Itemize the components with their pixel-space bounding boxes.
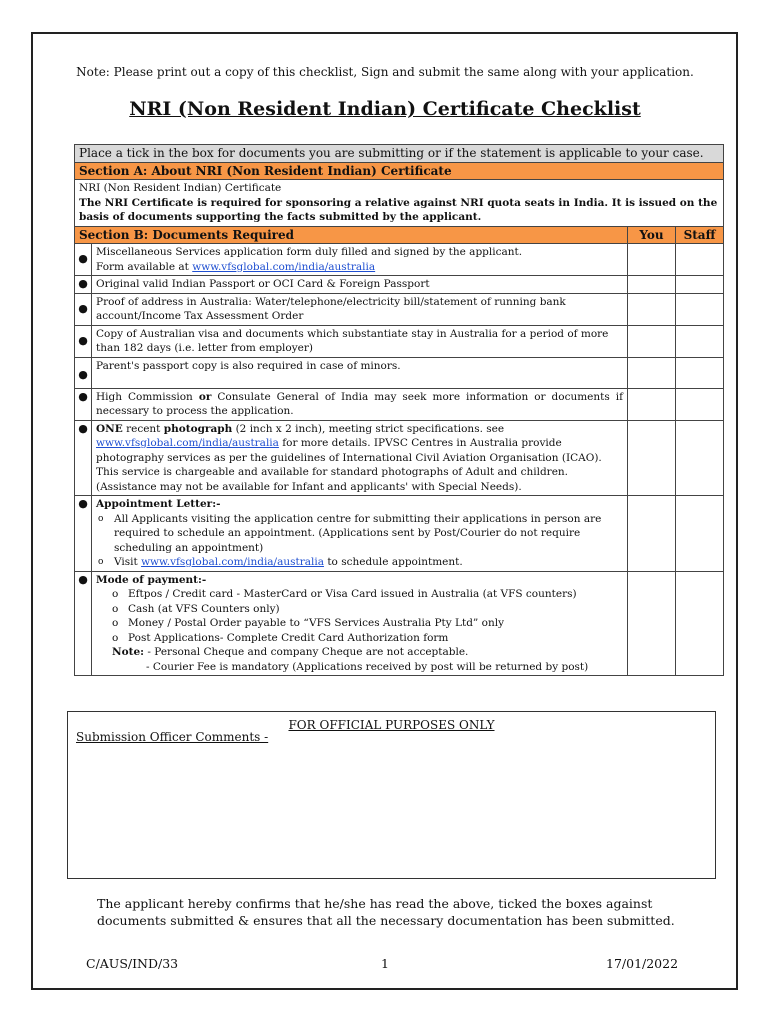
vfs-link[interactable]: www.vfsglobal.com/india/australia xyxy=(96,437,279,449)
you-checkbox[interactable] xyxy=(628,496,676,572)
checklist-item xyxy=(75,293,724,325)
form-code: C/AUS/IND/33 xyxy=(86,956,179,971)
column-staff: Staff xyxy=(676,226,724,244)
staff-checkbox[interactable] xyxy=(676,571,724,676)
applicant-confirmation: The applicant hereby confirms that he/she has read the above, ticked the boxes against documents submitted & ensures that all the necessary documentation has been submitted. xyxy=(97,896,675,928)
officer-comments-label: Submission Officer Comments - xyxy=(76,730,269,744)
bullet-icon: ● xyxy=(75,571,92,676)
page-number: 1 xyxy=(381,956,389,971)
staff-checkbox[interactable] xyxy=(676,293,724,325)
staff-checkbox[interactable] xyxy=(676,244,724,276)
instruction-text: Place a tick in the box for documents you are submitting or if the statement is applicable to your case. xyxy=(75,145,724,163)
staff-checkbox[interactable] xyxy=(676,357,724,388)
page-title: NRI (Non Resident Indian) Certificate Checklist xyxy=(129,98,641,120)
column-you: You xyxy=(628,226,676,244)
bullet-icon: ● xyxy=(75,244,92,276)
you-checkbox[interactable] xyxy=(628,325,676,357)
circle-bullet-icon: o xyxy=(98,513,104,524)
staff-checkbox[interactable] xyxy=(676,325,724,357)
section-a-heading: Section A: About NRI (Non Resident Indian) Certificate xyxy=(75,162,724,180)
print-note: Note: Please print out a copy of this checklist, Sign and submit the same along with your application. xyxy=(76,65,694,79)
bullet-icon: ● xyxy=(75,388,92,420)
staff-checkbox[interactable] xyxy=(676,276,724,294)
bullet-icon: ● xyxy=(75,496,92,572)
item-text: Miscellaneous Services application form duly filled and signed by the applicant. xyxy=(96,246,523,258)
you-checkbox[interactable] xyxy=(628,244,676,276)
checklist-item xyxy=(75,357,724,388)
section-a-line1: NRI (Non Resident Indian) Certificate xyxy=(79,182,282,194)
section-b-heading: Section B: Documents Required xyxy=(75,226,628,244)
item-text: Original valid Indian Passport or OCI Card & Foreign Passport xyxy=(92,276,628,294)
form-date: 17/01/2022 xyxy=(606,956,679,971)
vfs-link[interactable]: www.vfsglobal.com/india/australia xyxy=(141,556,324,568)
staff-checkbox[interactable] xyxy=(676,496,724,572)
bullet-icon: ● xyxy=(75,325,92,357)
bullet-icon: ● xyxy=(75,420,92,496)
circle-bullet-icon: o xyxy=(112,602,119,615)
checklist-item: ● Mode of payment:- o Eftpos / Credit card - MasterCard or Visa Card issued in Australia (at VFS counters) o Cash (at VFS Counters only) o Money / Postal Order payable to “VFS Services Australia Pty Ltd” only o Post Applications- Complete Credit Card Authorization form Note: - Personal Cheque and company Cheque are not acceptable. - Courier Fee is mandatory (Applications received by post will be returned by post) xyxy=(75,571,724,676)
you-checkbox[interactable] xyxy=(628,357,676,388)
staff-checkbox[interactable] xyxy=(676,388,724,420)
checklist-item: ● ONE recent photograph (2 inch x 2 inch), meeting strict specifications. see www.vfsglobal.com/india/australia for more details. IPVSC Centres in Australia provide photography services as per the guidelines of International Civil Aviation Organisation (ICAO). This service is chargeable and available for standard photographs of Adult and children. (Assistance may not be available for Infant and applicants' with Special Needs). xyxy=(75,420,724,496)
section-a-header xyxy=(75,162,724,180)
section-a-body xyxy=(75,180,724,227)
official-heading: FOR OFFICIAL PURPOSES ONLY xyxy=(288,718,495,732)
you-checkbox[interactable] xyxy=(628,388,676,420)
bullet-icon: ● xyxy=(75,357,92,388)
circle-bullet-icon: o xyxy=(112,588,119,600)
vfs-link[interactable]: www.vfsglobal.com/india/australia xyxy=(192,260,376,273)
checklist-item xyxy=(75,276,724,294)
official-use-box xyxy=(67,711,716,879)
section-b-header xyxy=(75,226,724,244)
staff-checkbox[interactable] xyxy=(676,420,724,496)
payment-heading: Mode of payment:- xyxy=(96,573,207,586)
circle-bullet-icon: o xyxy=(112,631,119,644)
instruction-row xyxy=(75,145,724,163)
you-checkbox[interactable] xyxy=(628,420,676,496)
bullet-icon: ● xyxy=(75,276,92,294)
item-text: Parent's passport copy is also required in case of minors. xyxy=(92,357,628,388)
you-checkbox[interactable] xyxy=(628,276,676,294)
checklist-item: ● Miscellaneous Services application form duly filled and signed by the applicant. Form available at www.vfsglobal.com/india/australia xyxy=(75,244,724,276)
circle-bullet-icon: o xyxy=(98,557,104,567)
item-text: Copy of Australian visa and documents which substantiate stay in Australia for a period of more than 182 days (i.e. letter from employer) xyxy=(92,325,628,357)
circle-bullet-icon: o xyxy=(112,617,119,629)
you-checkbox[interactable] xyxy=(628,571,676,676)
checklist-item: ● High Commission or Consulate General of India may seek more information or documents if necessary to process the application. xyxy=(75,388,724,420)
you-checkbox[interactable] xyxy=(628,293,676,325)
checklist-table xyxy=(74,144,724,676)
checklist-item xyxy=(75,325,724,357)
appointment-heading: Appointment Letter:- xyxy=(96,498,221,510)
item-text: Proof of address in Australia: Water/telephone/electricity bill/statement of running bank account/Income Tax Assessment Order xyxy=(92,293,628,325)
bullet-icon: ● xyxy=(75,293,92,325)
section-a-line2: The NRI Certificate is required for sponsoring a relative against NRI quota seats in India. It is issued on the basis of documents supporting the facts submitted by the applicant. xyxy=(79,196,718,223)
checklist-item: ● Appointment Letter:- o All Applicants visiting the application centre for submitting their applications in person are required to schedule an appointment. (Applications sent by Post/Courier do not require scheduling an appointment) o Visit www.vfsglobal.com/india/australia to schedule appointment. xyxy=(75,496,724,572)
